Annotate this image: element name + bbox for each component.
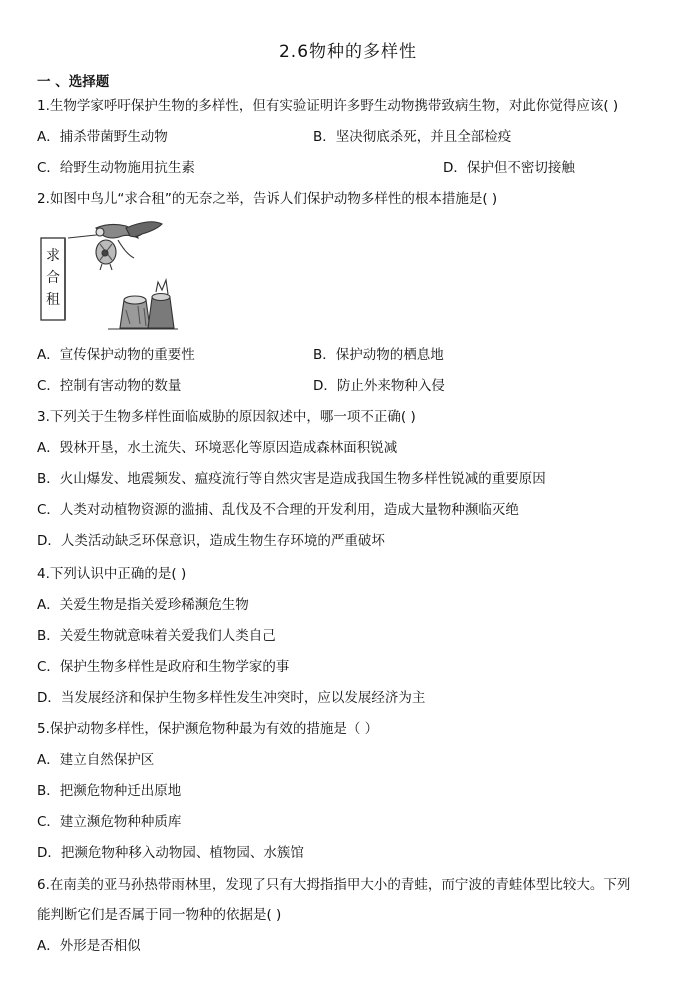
bird-seeking-shared-housing-illustration	[38, 220, 180, 332]
question-2-option-a: A．宣传保护动物的重要性	[37, 347, 195, 363]
question-3-stem: 3.下列关于生物多样性面临威胁的原因叙述中，哪一项不正确( )	[37, 409, 416, 425]
sign-char-3: 租	[46, 292, 60, 308]
question-5-option-a: A．建立自然保护区	[37, 752, 155, 768]
sign-char-2: 合	[46, 270, 60, 286]
question-2-option-c: C．控制有害动物的数量	[37, 378, 182, 394]
question-5-stem: 5.保护动物多样性，保护濒危物种最为有效的措施是（ ）	[37, 721, 379, 737]
question-4-option-a: A．关爱生物是指关爱珍稀濒危生物	[37, 597, 249, 613]
question-1-option-d: D．保护但不密切接触	[443, 160, 575, 176]
question-2-stem: 2.如图中鸟儿“求合租”的无奈之举，告诉人们保护动物多样性的根本措施是( )	[37, 191, 498, 207]
question-4-option-b: B．关爱生物就意味着关爱我们人类自己	[37, 628, 276, 644]
section-heading: 一 、选择题	[37, 74, 110, 90]
page-title: 2.6物种的多样性	[278, 42, 418, 62]
question-5-option-d: D．把濒危物种移入动物园、植物园、水簇馆	[37, 845, 304, 861]
sign-char-1: 求	[46, 248, 60, 264]
question-3-option-d: D．人类活动缺乏环保意识，造成生物生存环境的严重破坏	[37, 533, 385, 549]
question-1-option-b: B．坚决彻底杀死，并且全部检疫	[313, 129, 512, 145]
question-6-stem-line-2: 能判断它们是否属于同一物种的依据是( )	[37, 907, 282, 923]
question-2-option-b: B．保护动物的栖息地	[313, 347, 444, 363]
question-1-option-c: C．给野生动物施用抗生素	[37, 160, 195, 176]
question-4-stem: 4.下列认识中正确的是( )	[37, 566, 187, 582]
question-3-option-a: A．毁林开垦，水土流失、环境恶化等原因造成森林面积锐减	[37, 440, 398, 456]
question-5-option-c: C．建立濒危物种种质库	[37, 814, 182, 830]
bird-drawing	[68, 222, 162, 270]
question-3-option-c: C．人类对动植物资源的滥捕、乱伐及不合理的开发利用，造成大量物种濒临灭绝	[37, 502, 519, 518]
question-4-option-c: C．保护生物多样性是政府和生物学家的事	[37, 659, 290, 675]
question-6-stem-line-1: 6.在南美的亚马孙热带雨林里，发现了只有大拇指指甲大小的青蛙，而宁波的青蛙体型比较大。下列	[37, 877, 631, 893]
question-2-option-d: D．防止外来物种入侵	[313, 378, 445, 394]
question-4-option-d: D．当发展经济和保护生物多样性发生冲突时，应以发展经济为主	[37, 690, 426, 706]
question-1-option-a: A．捕杀带菌野生动物	[37, 129, 168, 145]
question-3-option-b: B．火山爆发、地震频发、瘟疫流行等自然灾害是造成我国生物多样性锐减的重要原因	[37, 471, 546, 487]
tree-stumps-drawing	[108, 280, 178, 329]
question-6-option-a: A．外形是否相似	[37, 938, 141, 954]
question-1-stem: 1.生物学家呼吁保护生物的多样性，但有实验证明许多野生动物携带致病生物，对此你觉得应该( )	[37, 98, 619, 114]
question-5-option-b: B．把濒危物种迁出原地	[37, 783, 182, 799]
